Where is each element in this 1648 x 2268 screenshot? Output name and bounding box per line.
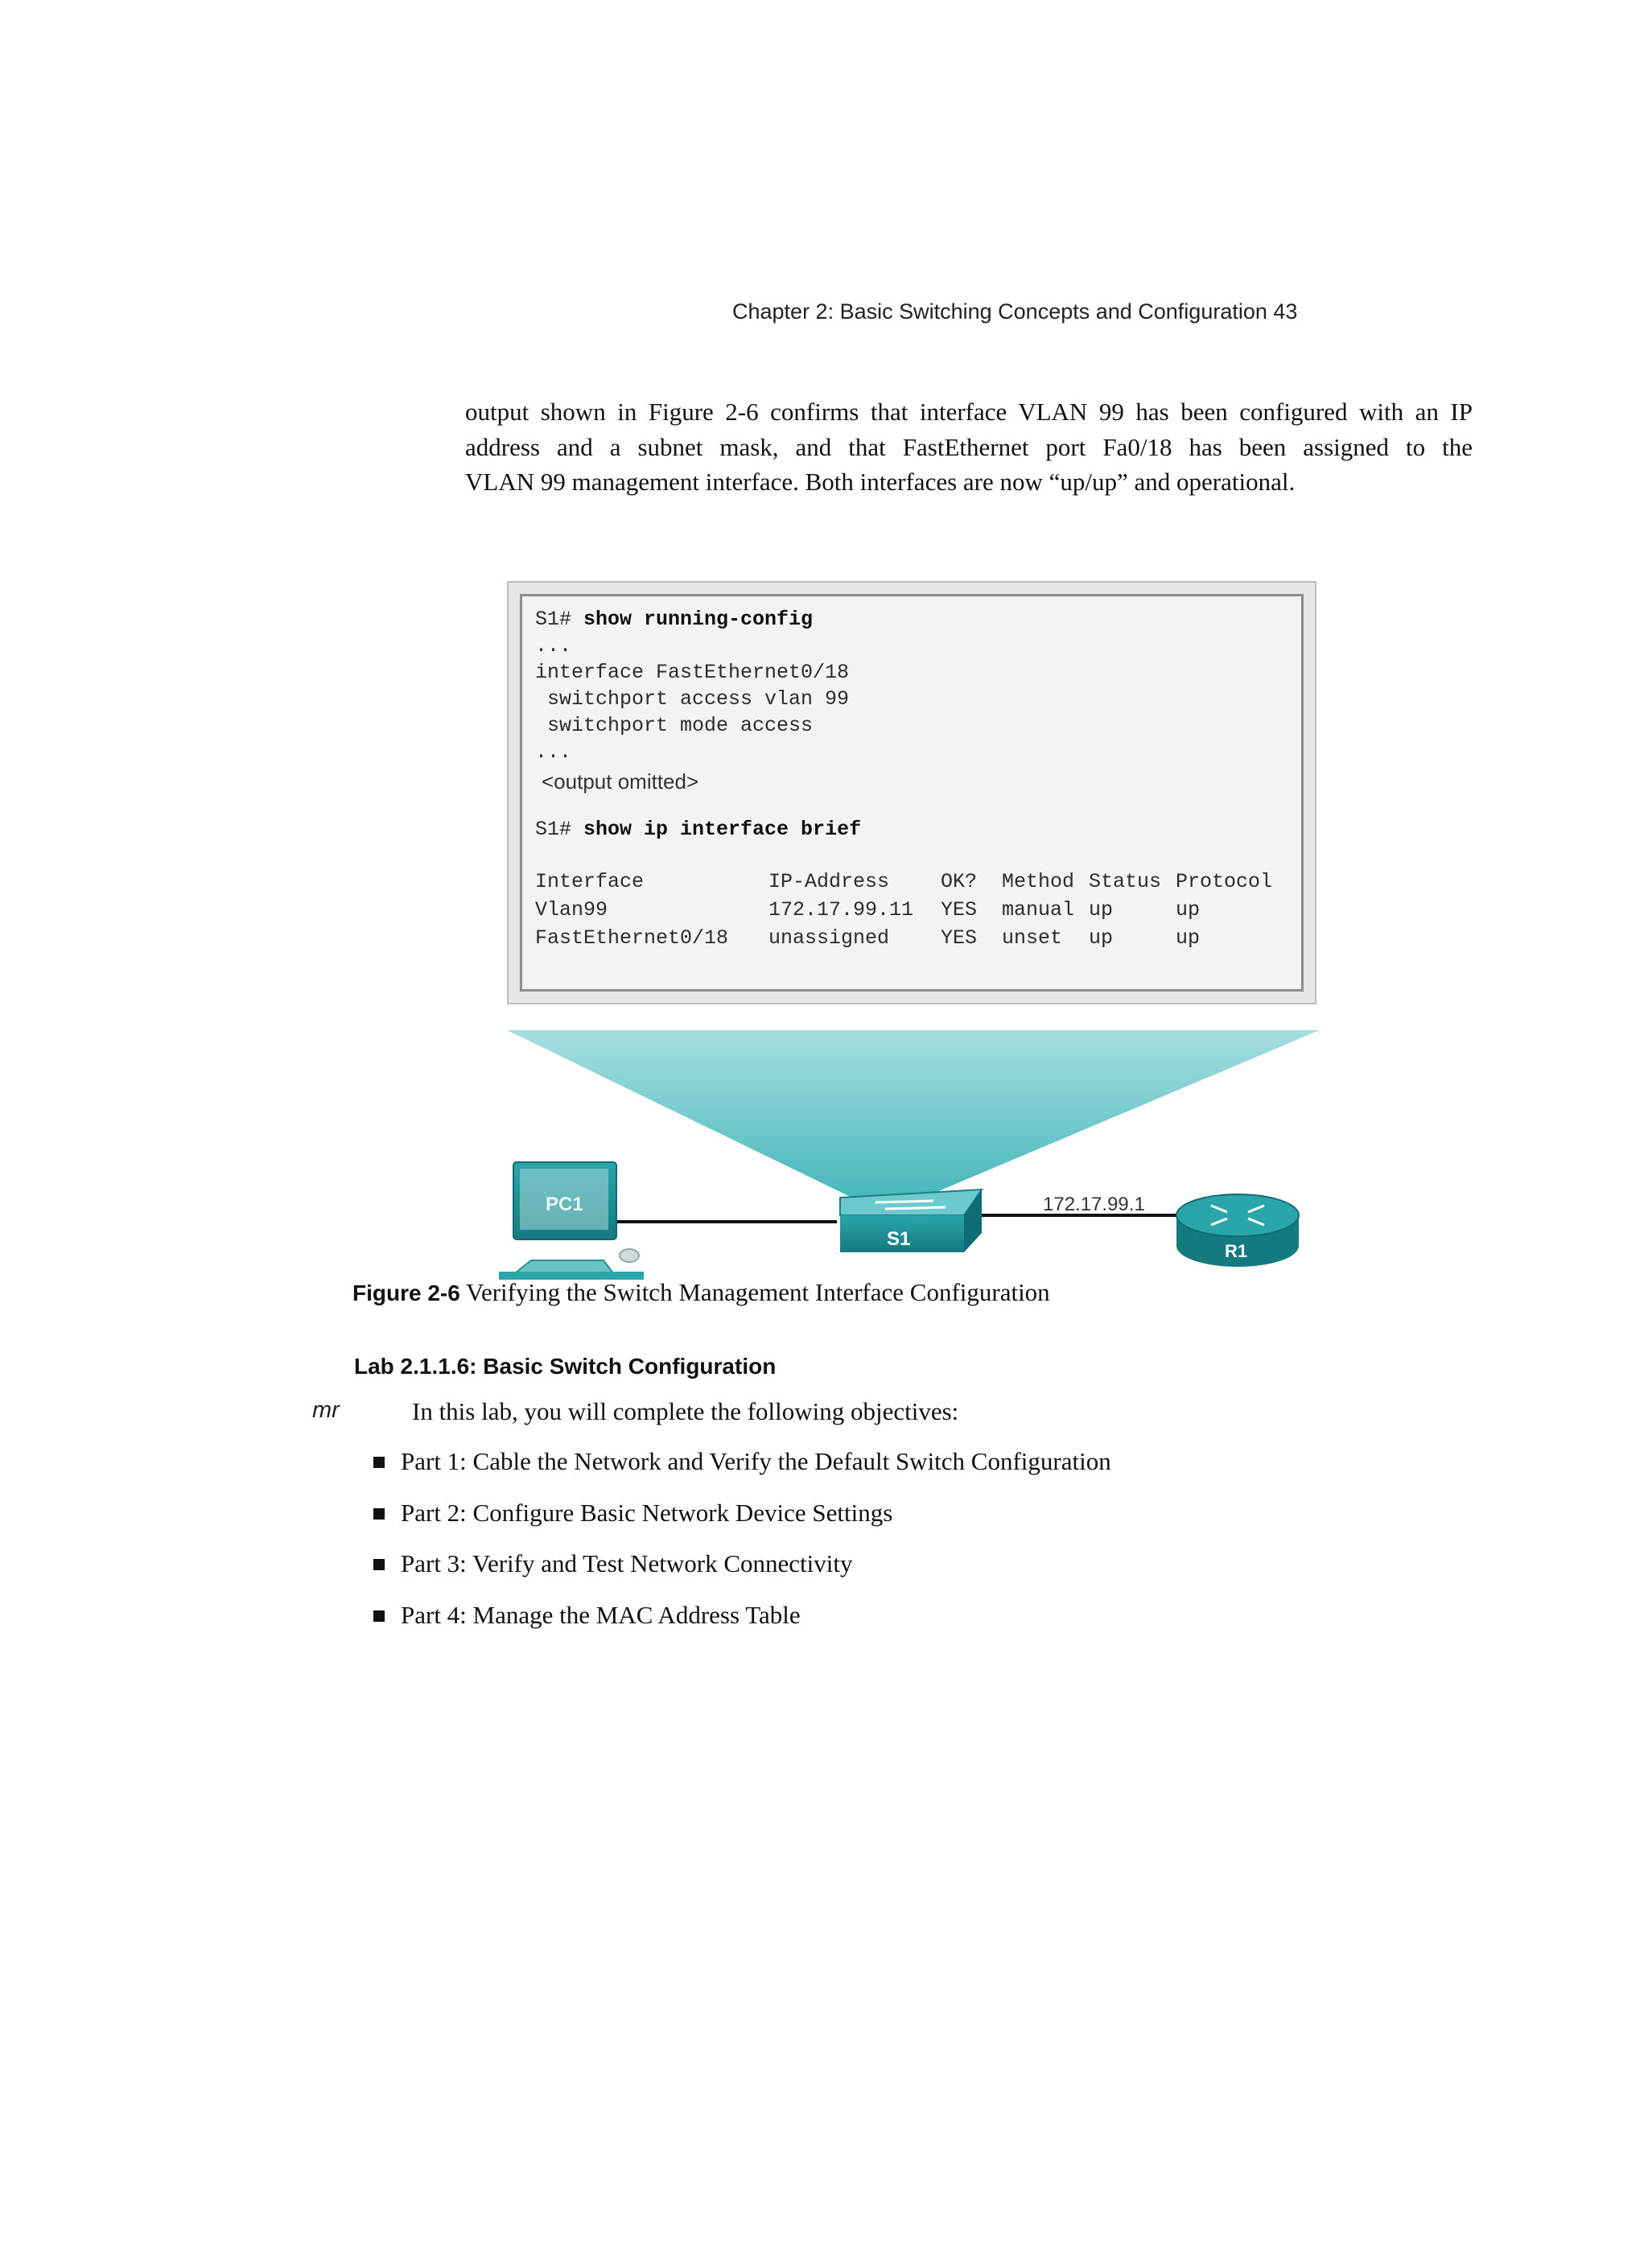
console-line: switchport access vlan 99 [535,687,850,711]
lab-intro: In this lab, you will complete the following objectives: [412,1397,959,1425]
table-header: Method [1002,870,1075,893]
router-label: R1 [1225,1241,1248,1261]
table-header: Status [1089,870,1162,893]
switch-label: S1 [887,1228,911,1250]
table-cell: unassigned [768,926,890,950]
table-cell: up [1176,926,1201,950]
console-output-panel [507,581,1316,1004]
paragraph-line: VLAN 99 management interface. Both interfaces are now “up/up” and operational. [465,468,1296,496]
bullet-icon [373,1610,385,1622]
figure-label: Figure 2-6 [352,1280,460,1305]
table-cell: up [1089,926,1114,950]
table-header: OK? [941,870,978,893]
interface-brief-table [535,870,1308,959]
console-command: show running-config [583,608,814,631]
list-item: Part 3: Verify and Test Network Connectivity [373,1549,1111,1601]
table-cell: Vlan99 [535,898,608,922]
router-ip-label: 172.17.99.1 [1043,1194,1145,1215]
console-line: ... [535,634,572,658]
console-command-line: S1# show ip interface brief [535,818,862,841]
network-topology-diagram [483,1022,1328,1280]
zoom-beam [507,1030,1320,1214]
figure-caption [352,1278,1050,1307]
table-header: Protocol [1176,870,1273,893]
console-line: ... [535,740,572,764]
console-command-line: S1# show running-config [535,608,814,631]
figure-caption-text: Verifying the Switch Management Interface Configuration [459,1278,1050,1306]
switch-icon [840,1190,982,1252]
table-cell: YES [941,898,978,922]
table-cell: FastEthernet0/18 [535,926,729,950]
bullet-icon [373,1457,385,1468]
table-header: IP-Address [768,870,890,893]
console-command: show ip interface brief [583,818,862,841]
table-cell: unset [1002,926,1063,950]
table-cell: manual [1002,898,1075,922]
router-icon [1176,1194,1299,1267]
console-screen [520,594,1304,992]
table-header: Interface [535,870,645,893]
list-item: Part 2: Configure Basic Network Device Settings [373,1499,1111,1550]
paragraph-line: output shown in Figure 2-6 confirms that interface VLAN 99 has been configured with an IP [465,398,1473,426]
margin-note: mr [312,1397,340,1423]
console-line: switchport mode access [535,714,814,737]
output-omitted-note: <output omitted> [542,769,699,794]
pc-label: PC1 [546,1194,583,1215]
bullet-icon [373,1508,385,1520]
console-line: interface FastEthernet0/18 [535,661,850,684]
objectives-list [373,1447,1111,1652]
list-item: Part 1: Cable the Network and Verify the Default Switch Configuration [373,1447,1111,1499]
lab-title: Lab 2.1.1.6: Basic Switch Configuration [354,1354,777,1379]
bullet-icon [373,1559,385,1570]
body-paragraph [465,394,1473,500]
list-item: Part 4: Manage the MAC Address Table [373,1601,1111,1652]
table-cell: 172.17.99.11 [768,898,914,922]
table-cell: up [1089,898,1114,922]
paragraph-line: address and a subnet mask, and that FastEthernet port Fa0/18 has been assigned to the [465,432,1473,461]
running-header: Chapter 2: Basic Switching Concepts and Configuration 43 [732,299,1298,324]
table-cell: YES [941,926,978,950]
table-cell: up [1176,898,1201,922]
